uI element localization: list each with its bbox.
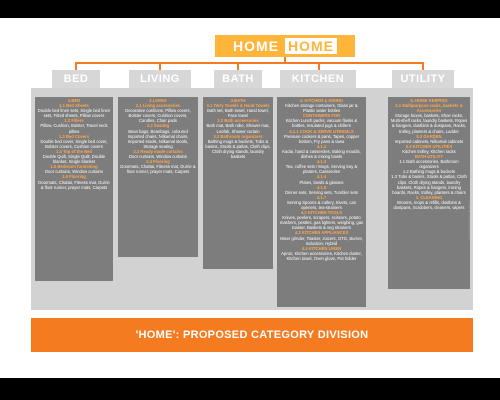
credit-text: © 2012 Vaishali Anand design (467, 200, 471, 240)
category-items: Bean bags, Beanbags, coloured Imported chairs, Nilkamal chairs, Imported stools, Nilkamal stools, Storage seating (127, 128, 189, 149)
column-living (118, 97, 198, 257)
column-bath (203, 97, 273, 269)
column-bed (35, 97, 113, 281)
tab-kitchen: KITCHEN (280, 70, 356, 88)
category-items: 1.2 Bathing mugs & buckets (402, 169, 456, 175)
category-items: Doormats, Chattai, Fitness mat, Durrie & floor runner, prayer mats, Carpets (120, 164, 196, 175)
category-heading: 2.LIVING (149, 98, 167, 103)
category-heading: CONTAINERS FOR (302, 113, 341, 119)
footer-banner (31, 318, 473, 352)
category-items: Kitchen storage containers, Glass jar & Plastic water bottles (285, 103, 358, 114)
home-header (215, 35, 355, 57)
category-heading: 5.2 GARDEN (416, 133, 442, 139)
category-items: Storage boxes, baskets, Shoe racks, Multi-shelf racks, laundry baskets, Ropes & hangers, dustbins & dustpans, Racks, trolley, planters & chairs, Ladder (390, 113, 468, 134)
connector-bar (76, 62, 424, 64)
category-heading: 1.4 Top of the Bed (56, 148, 92, 154)
category-items: Double bed cover, Single bed cover, Bolster covers, Cushion covers (40, 138, 108, 149)
category-items: Tea, coffee sets / Mugs, Serving tray & platters, Casseroles (285, 164, 358, 175)
category-items: Kadai, hand & casseroles, Baking moulds, dishes & mixing bowls (282, 148, 361, 160)
category-heading: 2.4 Flooring (146, 159, 170, 165)
category-heading: 4.1.2 (316, 143, 327, 149)
category-heading: BATH UTILITY (414, 154, 444, 160)
category-heading: 4.2 KITCHEN TOOLS (300, 210, 343, 216)
category-heading: 2.2 Seating (146, 123, 170, 129)
category-items: Apron, Kitchen accessories, Kitchen duster, Kitchen towel, Oven glove, Pot holder (281, 250, 362, 261)
category-heading: 1.2 Fillers (64, 118, 84, 124)
category-items: Serving Spoons & cutlery, trivets, can openers, tea-strainers (286, 199, 357, 210)
category-heading: 1.3 Bed Covers (58, 133, 90, 139)
tab-bed: BED (52, 70, 100, 88)
category-heading: 2.3 Ready made curtains (133, 148, 183, 154)
category-heading: 1.1 Bed Sheets (59, 103, 89, 109)
category-items: Pillow, Cushion, Bolster, Travel neck pillow (40, 123, 108, 134)
category-heading: 3.1 Terry Towels & Hand Towels (206, 103, 270, 109)
category-items: Bath set, Bath towel, Hand towel, Face towel (207, 108, 269, 119)
category-heading: 4.1.3 (316, 159, 327, 165)
category-items: Doormats, Chattai, Fitness mat, Durrie & floor runner, prayer mats, Carpets (38, 179, 110, 190)
tab-living: LIVING (129, 70, 191, 88)
tab-utility: UTILITY (392, 70, 454, 88)
category-heading: 3.2 Bath accessories (217, 118, 259, 124)
connector-kitchen (318, 62, 320, 70)
category-items: Double bed linen sets, Single bed linen sets, Fitted sheets, Pillow covers (37, 108, 111, 119)
bottom-letterbox (0, 378, 500, 400)
home-logo: HOME (285, 38, 337, 54)
category-items: Mixer grinder, Toaster, Juicers, OTG, Burner, Induction, Hybrid (280, 235, 363, 246)
category-items: Door curtains, Window curtains (45, 169, 103, 175)
category-heading: 4.1.4 (316, 174, 327, 180)
category-heading: 4.3 KITCHEN APPLIANCES (294, 230, 349, 236)
category-items: Decorative cushions, Pillow covers, Bolster covers, Cushion covers, Candles, Chair pads (125, 108, 191, 124)
category-items: Door curtains, Window curtains (129, 154, 187, 160)
category-items: Kitchen Lunch packs, vacuum flasks & bottles, Insulated jugs & chillers (285, 118, 358, 129)
category-heading: 4. KITCHEN & DINING (299, 98, 344, 103)
category-heading: 5. HOME KEEPING (410, 98, 448, 103)
category-heading: 1. CLEANING (415, 194, 443, 200)
category-items: Imported cabinets, Nilkamal cabinets (394, 138, 464, 144)
column-utility (388, 97, 470, 289)
category-heading: 4.4 KITCHEN LINEN (301, 245, 342, 251)
tab-bath: BATH (214, 70, 262, 88)
connector-bath (237, 62, 239, 70)
category-heading: 3.3 Bathroom organizers (213, 133, 263, 139)
category-items: 1.1 Bath accessories, Bathroom organizers (399, 159, 459, 170)
category-heading: 3.BATH (230, 98, 246, 103)
category-items: Plates, bowls & glasses (299, 179, 344, 185)
connector-bed (75, 62, 77, 70)
category-items: Double Quilt, Single Quilt, Double blanket, Single blanket (42, 154, 106, 165)
category-heading: 1.5 Bedroom furnishing (50, 164, 98, 170)
connector-utility (422, 62, 424, 70)
category-items: Pressure cookers & pans, Tapes, copper bottom, Fry pans & tawa (283, 133, 360, 144)
category-items: Dinner sets, Serving sets, Tumbler sets (285, 189, 358, 195)
category-heading: 4.1.5 (316, 184, 327, 190)
header-title: HOME (233, 38, 279, 54)
category-heading: 5.3 KITCHEN UTILITIES (405, 143, 453, 149)
category-heading: 1.BED (67, 98, 81, 103)
category-heading: 4.1.1 COOK & SERVE UTENSILS (289, 128, 354, 134)
category-items: Bath mat, Bath robe, Shower mat, Loofah, Shower curtain (206, 123, 270, 134)
footer-title: 'HOME': PROPOSED CATEGORY DIVISION (135, 329, 369, 341)
category-heading: 1.6 Flooring (62, 174, 86, 180)
column-kitchen (277, 97, 366, 307)
category-heading: 2.1 Living accessories (135, 103, 181, 109)
category-heading: 5.1 Multipurpose racks, baskets & Accessories (395, 103, 463, 114)
category-items: Bathing mugs & buckets, Tubs & basins, Stools & patlas, Cloth clips, Cloth drying stands, laundry baskets (205, 138, 271, 160)
category-items: 1.3 Tubs & basins, Stools & patlas, Cloth clips, Cloth drying stands, laundry baskets, Ropes & hangers, ironing boards, Racks, trolley, planters & chairs (391, 174, 467, 195)
category-items: Knives, peelers, scrapers, scissors, potato mashers, pestles, gas lighters, weighing, gas toaster, Baskets & veg strainers (279, 215, 364, 231)
connector-living (159, 62, 161, 70)
category-items: Kitchen trolley, Kitchen racks (402, 148, 456, 154)
category-items: Brooms, mops & refills, dustbins & dustpans, Scrubbers, cleaners, wipers (393, 199, 465, 210)
category-heading: 4.1.7 (316, 194, 327, 200)
top-letterbox (0, 0, 500, 18)
